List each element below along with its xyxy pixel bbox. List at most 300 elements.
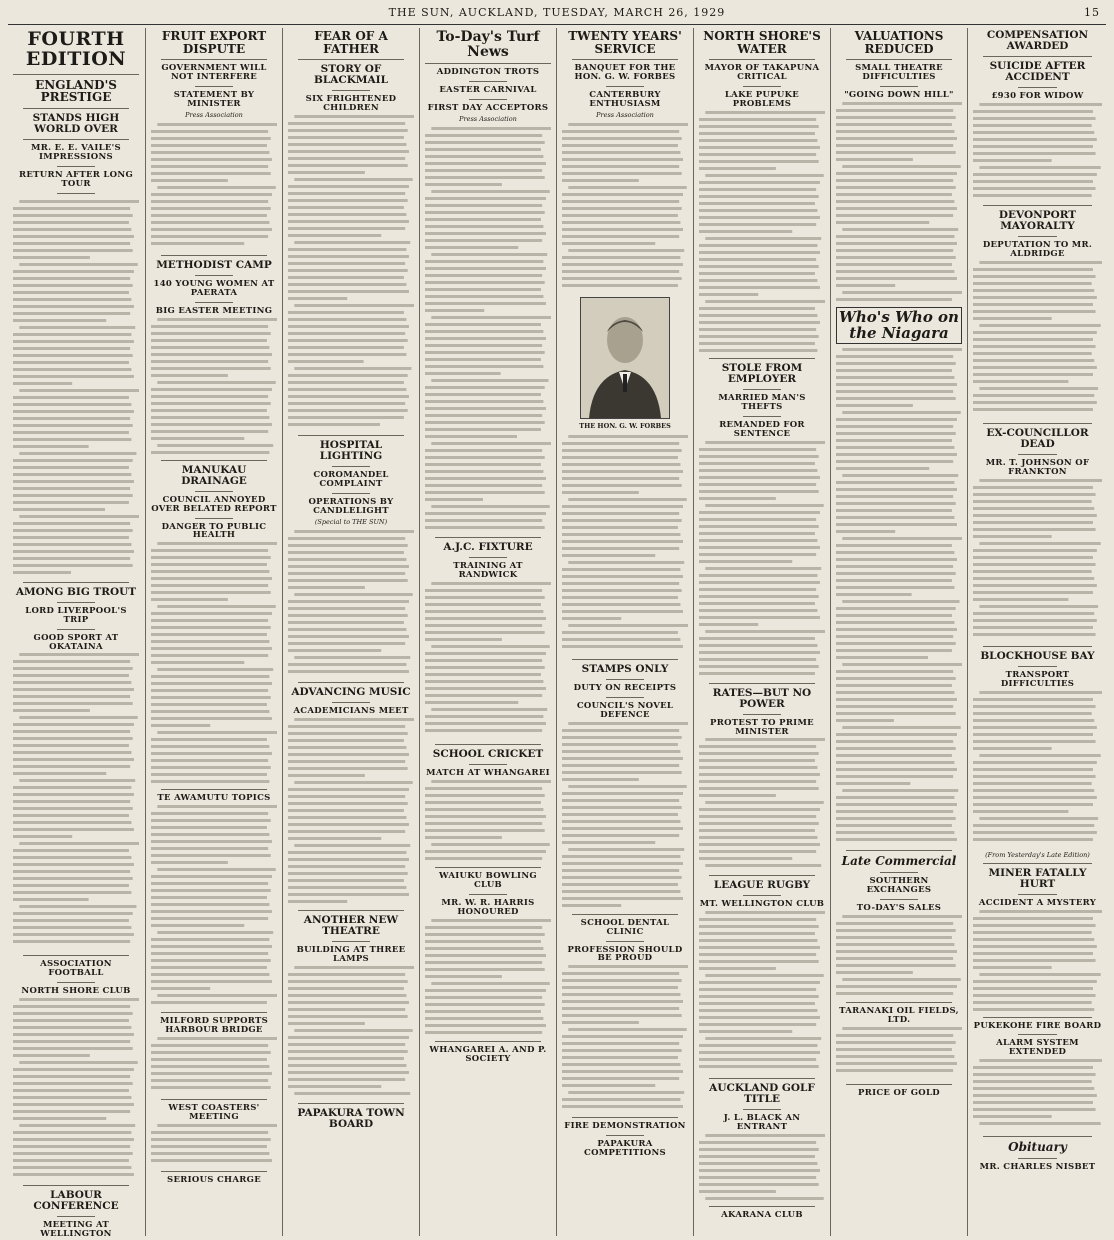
text-line <box>562 130 679 133</box>
text-line <box>19 779 135 782</box>
text-line <box>13 207 130 210</box>
subheadline: BUILDING AT THREE LAMPS <box>296 944 406 964</box>
text-line <box>13 1068 134 1071</box>
text-line <box>151 346 269 349</box>
text-line <box>836 558 957 561</box>
text-line <box>699 1023 816 1026</box>
text-line <box>562 207 682 210</box>
text-line <box>979 1122 1100 1125</box>
text-line <box>13 508 105 511</box>
text-line <box>288 537 405 540</box>
text-line <box>151 577 272 580</box>
text-line <box>425 722 546 725</box>
subheadline: BANQUET FOR THE HON. G. W. FORBES <box>574 63 676 83</box>
text-line <box>836 221 929 224</box>
text-line <box>699 574 817 577</box>
text-line <box>562 979 682 982</box>
subheadline: £930 FOR WIDOW <box>991 91 1084 102</box>
headline: FEAR OF A FATHER <box>314 29 388 56</box>
text-line <box>288 122 405 125</box>
text-line <box>568 561 684 564</box>
text-line <box>973 726 1097 729</box>
portrait-photo <box>580 297 670 419</box>
text-lines <box>973 908 1102 1013</box>
text-line <box>973 831 1097 834</box>
text-line <box>699 1065 819 1068</box>
text-line <box>425 344 542 347</box>
text-line <box>151 1145 267 1148</box>
subheadline: COROMANDEL COMPLAINT <box>313 470 389 490</box>
text-line <box>973 180 1093 183</box>
text-line <box>836 383 957 386</box>
text-line <box>699 815 816 818</box>
text-line <box>973 1101 1093 1104</box>
article-body <box>151 1122 277 1167</box>
text-line <box>151 612 272 615</box>
text-line <box>973 138 1097 141</box>
text-lines <box>836 346 962 846</box>
text-line <box>562 547 679 550</box>
text-line <box>973 296 1097 299</box>
text-line <box>562 972 679 975</box>
text-line <box>425 414 542 417</box>
text-line <box>13 571 71 574</box>
subheadline: ADDINGTON TROTS <box>436 67 540 78</box>
text-line <box>13 410 134 413</box>
text-line <box>836 235 954 238</box>
text-line <box>151 193 272 196</box>
text-line <box>425 1003 545 1006</box>
text-line <box>836 824 952 827</box>
text-line <box>836 1041 956 1044</box>
text-line <box>425 295 543 298</box>
text-line <box>836 439 952 442</box>
text-line <box>836 502 956 505</box>
headline: LABOUR CONFERENCE <box>33 1189 119 1213</box>
text-line <box>699 651 820 654</box>
text-line <box>19 842 139 845</box>
text-line <box>425 134 542 137</box>
text-line <box>562 1056 678 1059</box>
text-line <box>425 400 543 403</box>
text-line <box>562 771 682 774</box>
text-line <box>157 931 273 934</box>
text-line <box>973 740 1096 743</box>
text-line <box>699 553 816 556</box>
article-body <box>836 100 962 305</box>
text-line <box>425 141 545 144</box>
text-line <box>562 263 683 266</box>
text-line <box>151 654 268 657</box>
text-line <box>151 640 269 643</box>
text-line <box>19 515 139 518</box>
text-line <box>13 772 106 775</box>
text-line <box>288 802 408 805</box>
text-line <box>973 577 1094 580</box>
headline: PRICE OF GOLD <box>858 1087 940 1098</box>
text-line <box>836 698 957 701</box>
text-line <box>979 324 1100 327</box>
text-line <box>151 360 268 363</box>
text-line <box>568 498 686 501</box>
text-line <box>973 719 1094 722</box>
text-line <box>842 411 960 414</box>
article-body <box>425 917 551 1037</box>
text-line <box>425 246 518 249</box>
text-line <box>288 269 408 272</box>
subheadline: DUTY ON RECEIPTS <box>573 682 677 693</box>
headline: ASSOCIATION FOOTBALL <box>40 959 112 979</box>
text-line <box>13 431 129 434</box>
text-line <box>836 817 956 820</box>
text-line <box>288 409 408 412</box>
text-line <box>425 421 545 424</box>
text-line <box>979 973 1100 976</box>
text-line <box>151 416 269 419</box>
article-body <box>425 778 551 863</box>
text-line <box>151 179 228 182</box>
text-line <box>425 358 541 361</box>
text-line <box>13 473 131 476</box>
text-line <box>699 836 817 839</box>
text-line <box>13 1173 134 1176</box>
text-line <box>151 1152 269 1155</box>
text-line <box>288 395 409 398</box>
text-line <box>425 701 518 704</box>
text-line <box>836 242 957 245</box>
text-line <box>13 291 129 294</box>
text-line <box>699 953 816 956</box>
text-line <box>425 491 545 494</box>
text-line <box>151 339 267 342</box>
text-line <box>836 530 895 533</box>
text-line <box>13 1096 131 1099</box>
text-line <box>705 174 823 177</box>
text-line <box>151 854 271 857</box>
text-line <box>425 989 546 992</box>
text-line <box>151 423 272 426</box>
text-line <box>425 365 543 368</box>
text-lines <box>836 100 962 305</box>
text-line <box>151 819 271 822</box>
text-line <box>151 882 268 885</box>
text-line <box>699 616 820 619</box>
text-line <box>294 1029 412 1032</box>
text-line <box>973 131 1094 134</box>
text-line <box>836 390 953 393</box>
text-line <box>151 1065 269 1068</box>
headline: SCHOOL DENTAL CLINIC <box>580 917 670 937</box>
text-line <box>562 1000 683 1003</box>
text-line <box>973 275 1096 278</box>
text-line <box>151 151 269 154</box>
text-line <box>973 194 1092 197</box>
text-line <box>13 501 129 504</box>
article-body <box>562 433 688 655</box>
text-line <box>425 323 541 326</box>
text-line <box>562 876 682 879</box>
text-line <box>973 1001 1092 1004</box>
text-line <box>699 1009 817 1012</box>
text-line <box>973 966 1052 969</box>
text-line <box>973 145 1093 148</box>
text-line <box>13 242 130 245</box>
article-body <box>425 580 551 740</box>
text-line <box>13 1012 133 1015</box>
text-line <box>431 582 551 585</box>
article-body <box>699 439 825 679</box>
text-line <box>973 289 1094 292</box>
text-line <box>13 877 133 880</box>
text-line <box>294 367 411 370</box>
text-line <box>973 486 1093 489</box>
text-line <box>973 761 1097 764</box>
text-line <box>973 938 1094 941</box>
text-line <box>973 535 1052 538</box>
text-lines <box>562 433 688 655</box>
text-line <box>431 190 549 193</box>
text-line <box>699 960 819 963</box>
subheadline: MAYOR OF TAKAPUNA CRITICAL <box>704 63 820 83</box>
text-line <box>836 1055 954 1058</box>
text-line <box>562 277 682 280</box>
text-line <box>288 171 365 174</box>
text-line <box>836 158 913 161</box>
text-line <box>973 584 1097 587</box>
text-line <box>836 719 894 722</box>
text-line <box>699 1016 820 1019</box>
text-line <box>973 1094 1097 1097</box>
text-line <box>836 796 954 799</box>
text-lines <box>151 316 277 456</box>
text-line <box>151 780 269 783</box>
text-line <box>836 404 913 407</box>
text-line <box>699 665 819 668</box>
text-line <box>425 470 543 473</box>
text-line <box>568 785 686 788</box>
text-line <box>699 518 816 521</box>
text-line <box>19 716 137 719</box>
text-line <box>294 656 410 659</box>
text-line <box>151 633 267 636</box>
text-line <box>836 151 956 154</box>
text-line <box>836 628 957 631</box>
text-line <box>699 265 819 268</box>
text-line <box>151 165 268 168</box>
text-line <box>13 1152 133 1155</box>
text-line <box>973 187 1096 190</box>
text-line <box>151 388 272 391</box>
text-line <box>294 530 414 533</box>
text-lines <box>836 913 962 998</box>
text-line <box>836 635 953 638</box>
text-line <box>836 1034 953 1037</box>
text-line <box>425 589 542 592</box>
text-line <box>973 282 1092 285</box>
text-line <box>836 256 956 259</box>
text-line <box>836 677 956 680</box>
headline: HOSPITAL LIGHTING <box>319 439 383 463</box>
text-line <box>13 417 130 420</box>
text-line <box>568 848 684 851</box>
text-line <box>699 759 815 762</box>
text-line <box>425 996 542 999</box>
text-line <box>973 733 1093 736</box>
text-line <box>979 1059 1102 1062</box>
text-line <box>562 172 682 175</box>
headline: RATES—BUT NO POWER <box>712 686 812 710</box>
text-line <box>425 857 542 860</box>
text-line <box>425 512 546 515</box>
text-line <box>13 1138 134 1141</box>
text-line <box>288 760 405 763</box>
text-line <box>836 200 954 203</box>
text-line <box>151 172 271 175</box>
text-line <box>973 626 1093 629</box>
text-line <box>288 851 406 854</box>
text-line <box>836 761 954 764</box>
text-line <box>13 891 131 894</box>
text-line <box>151 696 271 699</box>
text-line <box>294 844 410 847</box>
text-line <box>836 929 956 932</box>
text-line <box>288 980 408 983</box>
text-line <box>568 1091 684 1094</box>
text-line <box>425 288 541 291</box>
text-line <box>157 123 277 126</box>
text-line <box>836 593 912 596</box>
text-line <box>842 978 960 981</box>
text-line <box>973 394 1094 397</box>
text-line <box>699 1169 820 1172</box>
text-line <box>288 544 408 547</box>
subheadline: TRAINING AT RANDWICK <box>453 561 523 581</box>
text-line <box>973 782 1092 785</box>
text-line <box>288 192 405 195</box>
text-line <box>836 642 956 645</box>
text-line <box>562 1084 655 1087</box>
text-lines <box>288 964 414 1099</box>
column-5 <box>556 28 693 1236</box>
text-line <box>288 872 408 875</box>
text-line <box>13 466 129 469</box>
text-line <box>288 816 406 819</box>
text-line <box>13 256 90 259</box>
text-line <box>151 812 268 815</box>
subheadline: J. L. BLACK AN ENTRANT <box>723 1113 801 1133</box>
text-line <box>288 234 381 237</box>
text-line <box>425 225 543 228</box>
text-line <box>562 617 621 620</box>
text-line <box>699 609 817 612</box>
text-line <box>151 987 210 990</box>
text-line <box>973 117 1096 120</box>
text-line <box>562 270 679 273</box>
subheadline: STATEMENT BY MINISTER <box>173 90 255 109</box>
text-line <box>151 910 272 913</box>
page-number: 15 <box>1084 6 1100 19</box>
article-body <box>151 540 277 785</box>
text-line <box>425 933 545 936</box>
text-line <box>13 940 130 943</box>
text-line <box>425 596 545 599</box>
text-lines <box>151 1122 277 1167</box>
text-line <box>973 352 1092 355</box>
text-line <box>562 1077 679 1080</box>
text-line <box>562 757 683 760</box>
text-line <box>699 822 819 825</box>
text-line <box>836 179 953 182</box>
text-line <box>562 256 680 259</box>
text-line <box>836 298 952 301</box>
headline: VALUATIONS REDUCED <box>854 29 944 56</box>
text-line <box>836 418 957 421</box>
text-line <box>562 477 679 480</box>
text-line <box>13 445 89 448</box>
text-line <box>973 838 1093 841</box>
text-line <box>425 176 545 179</box>
text-line <box>842 663 962 666</box>
text-line <box>842 1027 962 1030</box>
text-line <box>288 886 406 889</box>
article-body <box>699 736 825 871</box>
text-line <box>973 633 1096 636</box>
text-lines <box>973 259 1102 419</box>
text-line <box>13 270 134 273</box>
text-line <box>705 1037 821 1040</box>
text-line <box>425 330 543 333</box>
text-line <box>288 551 404 554</box>
text-line <box>842 915 962 918</box>
text-line <box>562 1070 683 1073</box>
text-line <box>562 862 683 865</box>
text-line <box>973 359 1094 362</box>
text-line <box>973 500 1092 503</box>
text-line <box>973 563 1096 566</box>
text-line <box>699 202 815 205</box>
text-line <box>562 610 683 613</box>
text-line <box>288 248 406 251</box>
text-line <box>288 586 365 589</box>
text-line <box>13 800 130 803</box>
subheadline: PAPAKURA COMPETITIONS <box>584 1139 666 1159</box>
text-line <box>699 146 820 149</box>
text-line <box>288 1008 405 1011</box>
text-line <box>151 619 268 622</box>
subheadline: MR. W. R. HARRIS HONOURED <box>441 897 535 917</box>
credit-line: Press Association <box>459 115 517 124</box>
text-line <box>151 353 272 356</box>
text-line <box>13 1117 106 1120</box>
headline: AKARANA CLUB <box>721 1210 803 1221</box>
text-line <box>288 297 347 300</box>
text-line <box>973 775 1096 778</box>
text-line <box>973 556 1093 559</box>
feature-title: Who's Who on the Niagara <box>839 307 959 342</box>
text-line <box>562 1049 682 1052</box>
text-line <box>836 649 952 652</box>
text-line <box>13 284 133 287</box>
text-line <box>288 746 406 749</box>
text-line <box>288 823 409 826</box>
headline: BLOCKHOUSE BAY <box>980 649 1095 662</box>
subheadline: NORTH SHORE CLUB <box>21 986 131 997</box>
text-line <box>288 290 409 293</box>
text-line <box>294 781 412 784</box>
text-line <box>699 181 820 184</box>
text-line <box>288 185 409 188</box>
article-body <box>288 964 414 1099</box>
